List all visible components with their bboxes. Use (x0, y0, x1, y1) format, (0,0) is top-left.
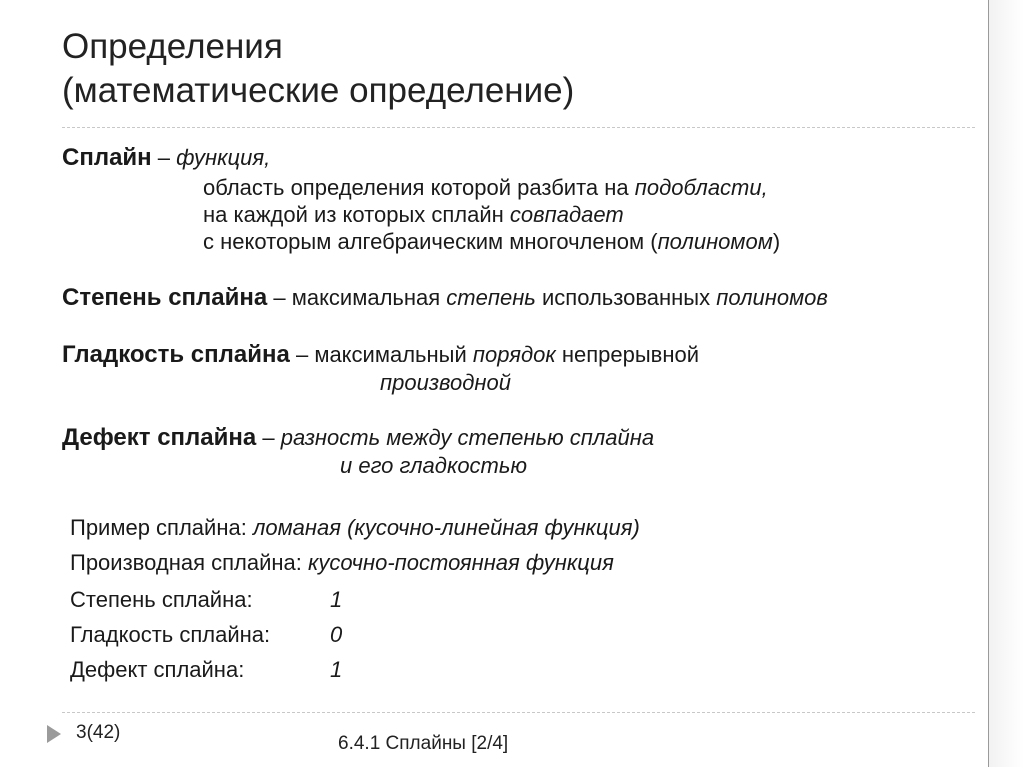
definition-smoothness: Гладкость сплайна – максимальный порядок непрерывной (62, 341, 700, 368)
term-smoothness: Гладкость сплайна (62, 341, 290, 368)
section-label: 6.4.1 Сплайны [2/4] (338, 733, 509, 754)
example-row: Пример сплайна: ломаная (кусочно-линейная функция) (70, 515, 640, 540)
page-number: 3(42) (76, 722, 121, 743)
spline-line-1: функция, (176, 145, 271, 170)
spline-line-2: область определения которой разбита на подобласти, (203, 175, 768, 200)
smoothness-line-2: производной (380, 370, 512, 395)
example-label: Степень сплайна: (70, 587, 253, 612)
term-degree: Степень сплайна (62, 284, 268, 311)
header-divider (62, 127, 975, 128)
slide-title: Определения (62, 27, 283, 66)
spline-line-3: на каждой из которых сплайн совпадает (203, 202, 624, 227)
example-value: 1 (330, 657, 343, 682)
definition-degree: Степень сплайна – максимальная степень использованных полиномов (62, 284, 828, 311)
example-label: Дефект сплайна: (70, 657, 245, 682)
defect-line-2: и его гладкостью (340, 453, 527, 478)
spline-line-4: с некоторым алгебраическим многочленом (полиномом) (203, 229, 781, 254)
slide-subtitle: (математические определение) (62, 71, 575, 110)
footer-divider (62, 712, 975, 713)
term-spline: Сплайн (62, 144, 152, 171)
definition-spline (62, 144, 270, 172)
example-value: 1 (330, 587, 343, 612)
right-border-line (988, 0, 989, 767)
example-label: Гладкость сплайна: (70, 622, 271, 647)
right-margin-shade (989, 0, 1024, 767)
play-triangle-icon[interactable] (47, 725, 61, 743)
definition-defect: Дефект сплайна – разность между степенью сплайна (62, 424, 655, 451)
example-value: 0 (330, 622, 343, 647)
example-row: Производная сплайна: кусочно-постоянная функция (70, 550, 614, 575)
dash: – (151, 145, 177, 170)
term-defect: Дефект сплайна (62, 424, 257, 451)
